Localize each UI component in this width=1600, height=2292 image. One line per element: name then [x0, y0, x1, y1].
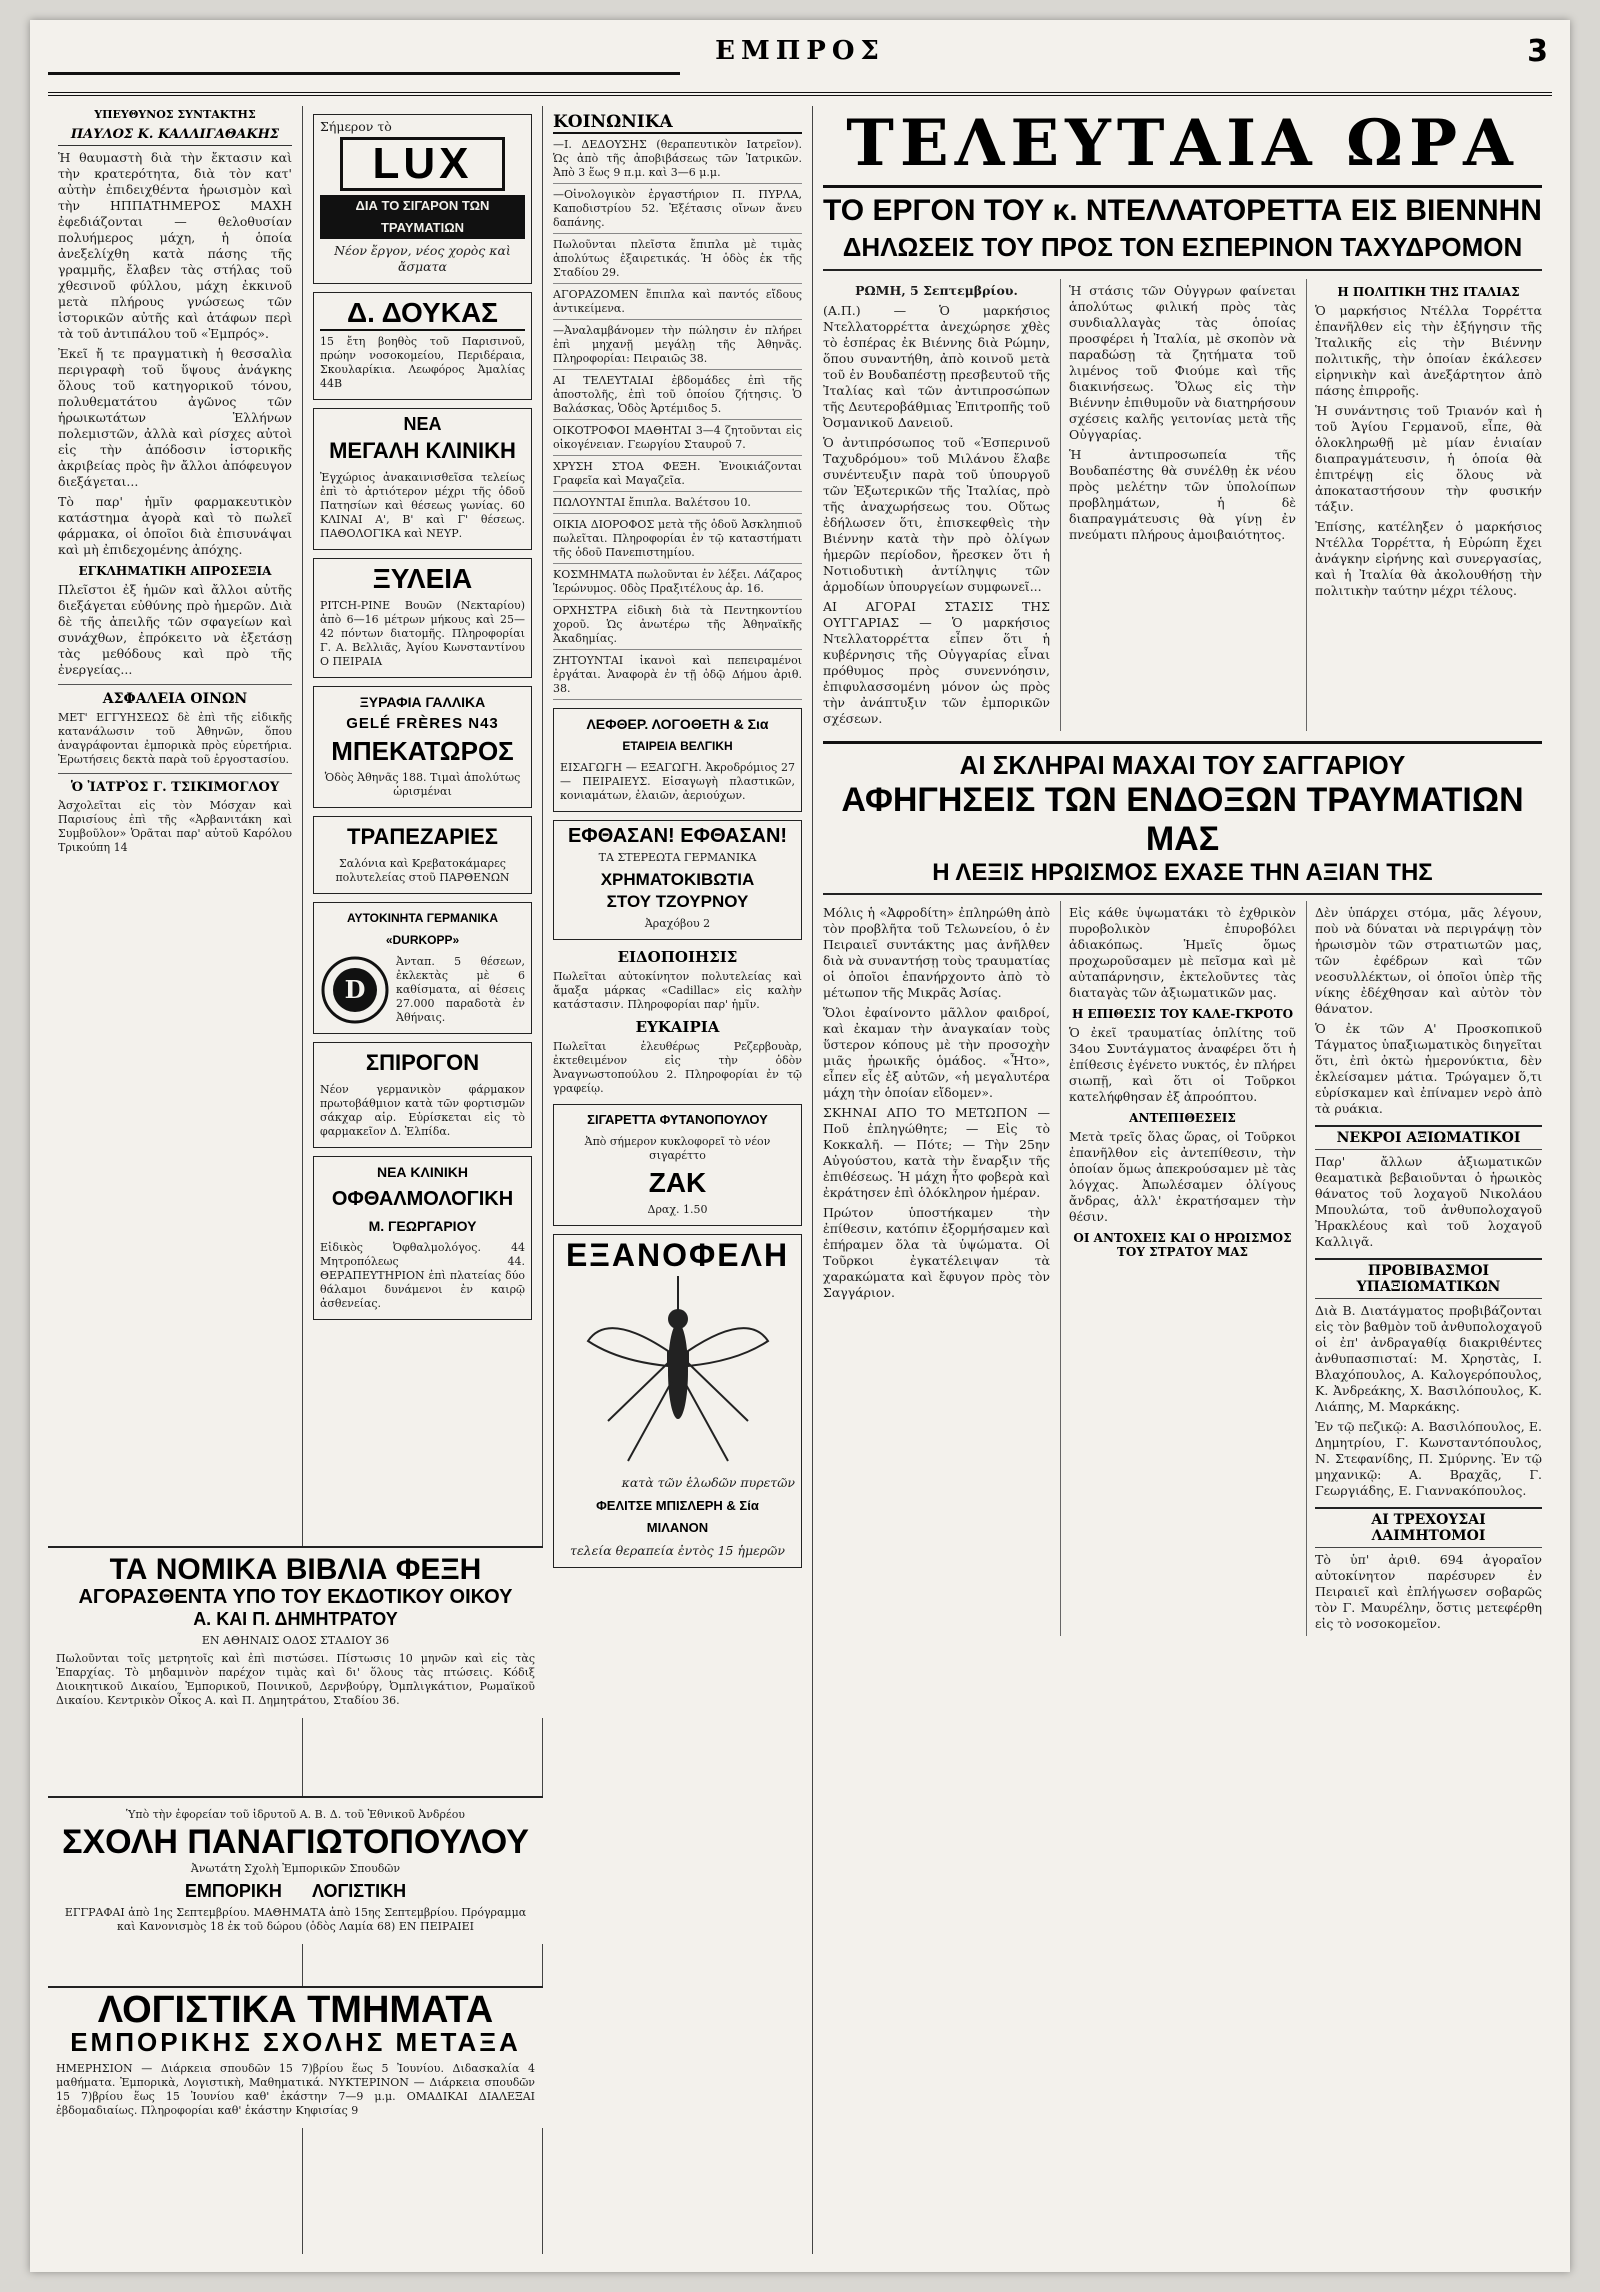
article-text: Ἐν τῷ πεζικῷ: Α. Βασιλόπουλος, Ε. Δημητρίου, Γ. Κωνσταντόπουλος, Ν. Στεφανίδης, Π. Σμύρνης. Ἐν τῷ μηχανικῷ: Α. Βραχᾶς, Γ. Γεωργιάδης, Ε. Γιαννακόπουλος. [1315, 1419, 1542, 1498]
school-accounting: ΛΟΓΙΣΤΙΚΗ [311, 1881, 407, 1901]
classified-item: —Ι. ΔΕΔΟΥΣΗΣ (θεραπευτικὸν Ιατρεῖον). Ὡς ἀπὸ τῆς ἀποβιβάσεως τῶν Ἰατρικῶν. Ἀπὸ 3 ἕως 9 π.μ. καὶ 3—6 μ.μ. [553, 138, 802, 184]
section-heading: Η ΕΠΙΘΕΣΙΣ ΤΟΥ ΚΑΛΕ-ΓΚΡΟΤΟ [1071, 1007, 1294, 1021]
accounting-title: ΛΟΓΙΣΤΙΚΑ ΤΜΗΜΑΤΑ [97, 1989, 494, 2031]
article-text: Ὁ ἐκεῖ τραυματίας ὁπλίτης τοῦ 34ου Συντάγματος ἀναφέρει ὅτι ἡ ἐπίθεσις ἐγένετο νυκτός, ἐν πλήρει σιωπῇ, καὶ ὅτι οἱ Τοῦρκοι κατελήφθησαν ἐξ ἀπροόπτου. [1069, 1025, 1296, 1104]
clinic-ad [313, 408, 532, 550]
car-name: ΑΥΤΟΚΙΝΗΤΑ ΓΕΡΜΑΝΙΚΑ «DURKOPP» [346, 911, 498, 947]
school-sub: Ἀνωτάτη Σχολὴ Ἐμπορικῶν Σπουδῶν [190, 1862, 401, 1875]
eye-clinic-doctor: Μ. ΓΕΩΡΓΑΡΙΟΥ [368, 1218, 477, 1234]
logothetis-ad [553, 708, 802, 812]
medicine-footer: τελεία θεραπεία ἐντὸς 15 ἡμερῶν [570, 1543, 785, 1558]
section-heading: ΑΙ ΤΡΕΧΟΥΣΑΙ ΛΑΙΜΗΤΟΜΟΙ [1315, 1507, 1542, 1548]
article-text: Ἐπίσης, κατέληξεν ὁ μαρκήσιος Ντέλλα Τορρέττα, ἡ Εὐρώπη ἔχει ἀνάγκην εἰρήνης καὶ συνεργασίας, καὶ ἡ Ἰταλία θὰ ἀκολουθήσῃ τὴν πολιτικὴν ταύτην μέχρι τέλους. [1315, 519, 1542, 598]
article-text: Ὁ μαρκήσιος Ντέλλα Τορρέττα ἐπανῆλθεν εἰς τὴν ἐξήγησιν τῆς Ἰταλικῆς εἰς τὴν Βιέννην πολιτικῆς, τὴν ὁποίαν ἐκάλεσεν εἰρηνικὴν καὶ ἀνεξάρτητον ἀπὸ πάσης ἐπιρροῆς. [1315, 303, 1542, 398]
article-text: (Α.Π.) — Ὁ μαρκήσιος Ντελλατορρέττα ἀνεχώρησε χθὲς τὸ ἑσπέρας ἐκ Βιέννης διὰ Ρώμην, ὅπου συναντήθη, ἀπὸ κοινοῦ μετὰ τοῦ ἐν Βουδαπέστῃ πρεσβευτοῦ τῆς Ἰταλίας καὶ τῶν ἀντιπροσώπων τῆς Δευτεροβάθμιας Ἐπιτροπῆς τοῦ Ὀσμανικοῦ Δανειοῦ. [823, 303, 1050, 430]
razor-text: Ὁδὸς Ἀθηνᾶς 188. Τιμαὶ ἀπολύτως ὡρισμέναι [324, 771, 521, 798]
safes-item: ΧΡΗΜΑΤΟΚΙΒΩΤΙΑ [600, 870, 755, 889]
lux-text: Νέον ἔργον, νέος χορὸς καὶ ἄσματα [334, 243, 511, 274]
war-headline-3: Η ΛΕΞΙΣ ΗΡΩΙΣΜΟΣ ΕΧΑΣΕ ΤΗΝ ΑΞΙΑΝ ΤΗΣ [823, 859, 1542, 895]
medicine-tag: κατὰ τῶν ἑλωδῶν πυρετῶν [621, 1475, 795, 1490]
accounting-text: ΗΜΕΡΗΣΙΟΝ — Διάρκεια σπουδῶν 15 7)βρίου ἕως 5 Ἰουνίου. Διδασκαλία 4 μαθήματα. Ἐμπορικὰ, Λογιστικὴ, Μαθηματικά. ΝΥΚΤΕΡΙΝΟΝ — Διάρκεια σπουδῶν 15 7)βρίου ἕως 15 Ἰουνίου καθ' ἑκάστην 7—9 μ.μ. ΟΜΑΔΙΚΑΙ ΔΙΑΛΕΞΑΙ ἑβδομαδιαίως. Πληροφορίαι καθ' ἑκάστην Κηφισίας 9 [56, 2062, 535, 2117]
article-text: Ἡ ἀντιπροσωπεία τῆς Βουδαπέστης θὰ συνέλθῃ ἐκ νέου πρὸς μελέτην τῶν ὑπολοίπων προβλημάτων, ἡ δὲ διαπραγμάτευσις θὰ γίνῃ ἐν πνεύματι πλήρους ἀμοιβαιότητος. [1069, 447, 1296, 542]
article-text: ΣΚΗΝΑΙ ΑΠΟ ΤΟ ΜΕΤΩΠΟΝ — Ποῦ ἐπληγώθητε; — Εἰς τὸ Κοκκαλῆ. — Πότε; — Τὴν 25ην Αὐγούστου, κατὰ τὴν ἔναρξιν τῆς ἐπιθέσεως. Ἡ μάχη ἦτο φοβερὰ καὶ ἐκράτησεν ἐπὶ ὁλόκληρον ἡμέραν. [823, 1105, 1050, 1200]
lux-sub: ΔΙΑ ΤΟ ΣΙΓΑΡΟΝ ΤΩΝ ΤΡΑΥΜΑΤΙΩΝ [320, 195, 525, 239]
doukas-ad [313, 292, 532, 400]
news-subcolumn [1306, 901, 1542, 1636]
article-text: Ἡ θαυμαστὴ διὰ τὴν ἔκτασιν καὶ τὴν κρατερότητα, διὰ τὸν κατ' αὐτὴν ἐπιδειχθέντα ἡρωισμὸν καὶ τὴν ΗΠΠΑΤΗΜΕΡΟΣ ΜΑΧΗ ἐφεδιάζονται — θελοθυσίαν πολυήμερος μάχη, ἡ ὁποία ἀνεξελίχθη κατὰ πάσης τῆς γραμμῆς, ἔλαβεν τὰς στήλας τοῦ χθεσινοῦ φύλλου, μάχη ἐκκινοῦ μετὰ πλήρους γνώσεως τῶν ἱστορικῶν αὐτῆς καὶ ἀτάφων περὶ τὰ τοῦ ἀντιπάλου τοῦ «Ἐμπρός». [58, 150, 292, 341]
war-headline-2: ΑΦΗΓΗΣΕΙΣ ΤΩΝ ΕΝΔΟΞΩΝ ΤΡΑΥΜΑΤΙΩΝ ΜΑΣ [841, 781, 1524, 858]
news-subcolumn [823, 901, 1050, 1636]
accounting-sub: ΕΜΠΟΡΙΚΗΣ ΣΧΟΛΗΣ ΜΕΤΑΞΑ [70, 2027, 521, 2057]
spirogon-name: ΣΠΙΡΟΓΟΝ [365, 1050, 480, 1075]
notices-heading: ΕΙΔΟΠΟΙΗΣΙΣ [617, 948, 738, 966]
social-heading: ΚΟΙΝΩΝΙΚΑ [553, 112, 802, 134]
razor-brand: GELÉ FRÈRES N43 [346, 715, 499, 732]
article-text: Πρώτον ὑποστήκαμεν τὴν ἐπίθεσιν, κατόπιν ἐξορμήσαμεν καὶ ἐπήραμεν ὅλα τὰ ὑψώματα. Οἱ Τοῦρκοι ἐγκατέλειψαν τὰ χαρακώματα καὶ ἔφυγον πρὸς τὸν Σαγγάριον. [823, 1205, 1050, 1300]
cigarette-brand: ΖΑΚ [648, 1167, 707, 1198]
classified-item: ΖΗΤΟΥΝΤΑΙ ἱκανοὶ καὶ πεπειραμένοι ἐργάται. Ἀναφορὰ ἐν τῇ ὁδῷ Δήμου ἀριθ. 38. [553, 654, 802, 700]
eye-clinic-text: Εἰδικὸς Ὀφθαλμολόγος. 44 Μητροπόλεως 44. ΘΕΡΑΠΕΥΤΗΡΙΟΝ ἐπὶ πλατείας δύο θάλαμοι δυνάμενοι ἐν καιρῷ ἀσθενείας. [320, 1241, 525, 1310]
section-heading: ΠΡΟΒΙΒΑΣΜΟΙ ΥΠΑΞΙΩΜΑΤΙΚΩΝ [1315, 1258, 1542, 1299]
safes-ad [553, 820, 802, 940]
eye-clinic-ad [313, 1156, 532, 1320]
page-number: 3 [1527, 34, 1548, 69]
bargain-text: Πωλεῖται ἐλευθέρως Ρεζερβουὰρ, ἐκτεθειμένον εἰς τὴν ὁδὸν Ἀναγνωστοπούλου 2. Πληροφορίαι ἐν τῷ γραφείῳ. [553, 1040, 802, 1095]
masthead-title: ΕΜΠΡΟΣ [715, 36, 885, 66]
safes-title: ΕΦΘΑΣΑΝ! ΕΦΘΑΣΑΝ! [567, 825, 788, 847]
column-4-news [813, 106, 1552, 2254]
cigarette-sub: Ἀπὸ σήμερον κυκλοφορεῖ τὸ νέον σιγαρέττο [584, 1135, 771, 1162]
section-heading: Η ΠΟΛΙΤΙΚΗ ΤΗΣ ΙΤΑΛΙΑΣ [1337, 285, 1520, 299]
news-subcolumn [1306, 279, 1542, 731]
classified-item: —Ἀναλαμβάνομεν τὴν πώλησιν ἐν πλήρει ἐπὶ μηχανῇ μεγάλῃ τῆς Ἀθηνᾶς. Πληροφορίαι: Πειραιῶς 38. [553, 324, 802, 370]
car-ad [313, 902, 532, 1034]
masthead [48, 32, 1552, 96]
article-text: Μόλις ἡ «Ἀφροδίτη» ἐπληρώθη ἀπὸ τὸν προβλῆτα τοῦ Τελωνείου, ὁ ἐν Πειραιεῖ συντάκτης μας ἀνῆλθεν διὰ νὰ συναντήσῃ τοὺς τραυματίας οἱ ὁποῖοι ἐπανήρχοντο ἀπὸ τὸ μέτωπον τῆς Μικρᾶς Ἀσίας. [823, 905, 1050, 1000]
durkopp-logo-icon [320, 955, 390, 1025]
logothetis-name: ΛΕΦΘΕΡ. ΛΟΓΟΘΕΤΗ & Σια [586, 716, 769, 732]
clinic-pre: ΝΕΑ [403, 414, 442, 434]
books-address: ΕΝ ΑΘΗΝΑΙΣ ΟΔΟΣ ΣΤΑΔΙΟΥ 36 [201, 1634, 390, 1647]
eye-clinic-pre: ΝΕΑ ΚΛΙΝΙΚΗ [376, 1164, 468, 1180]
logothetis-text: ΕΙΣΑΓΩΓΗ — ΕΞΑΓΩΓΗ. Ἀκροδρόμιος 27 — ΠΕΙΡΑΙΕΥΣ. Εἰσαγωγὴ πλαστικῶν, κονιαμάτων, ἐλαιῶν, ἀεριούχων. [560, 761, 795, 802]
doukas-text: 15 ἔτη βοηθὸς τοῦ Παρισινοῦ, πρώην νοσοκομείου, Περιδέραια, Σκουλαρίκια. Λεωφόρος Ἀμαλίας 44Β [320, 335, 525, 390]
razor-shop: ΜΠΕΚΑΤΩΡΟΣ [331, 736, 514, 766]
eye-clinic-name: ΟΦΘΑΛΜΟΛΟΓΙΚΗ [331, 1188, 514, 1210]
news-subcolumn [823, 279, 1050, 731]
notices-text: Πωλεῖται αὐτοκίνητον πολυτελείας καὶ ἄμαξα μάρκας «Cadillac» εἰς καλὴν κατάστασιν. Πληροφορίαι παρ' ἡμῖν. [553, 970, 802, 1011]
medicine-name: ΕΞΑΝΟΦΕΛΗ [565, 1237, 790, 1273]
books-text: Πωλοῦνται τοῖς μετρητοῖς καὶ ἐπὶ πιστώσει. Πίστωσις 10 μηνῶν καὶ εἰς τὰς Ἐπαρχίας. Τὸ μηδαμινὸν παρέχον τιμὰς καὶ δι' ὅλους τὰς πτώσεις. Κόδιξ Διοικητικοῦ Δικαίου, Ἐμπορικοῦ, Ποινικοῦ, Δερνβούργ, Ὀμπλιγκάτιον, Ρωμαϊκοῦ Δικαίου. Κεντρικὸν Οἶκος Α. καὶ Π. Δημητράτου, Σταδίου 36. [56, 1652, 535, 1707]
accounting-ad [48, 1986, 543, 2128]
news-subcolumns-2 [823, 901, 1542, 1636]
section-heading: ΑΝΤΕΠΙΘΕΣΕΙΣ [1129, 1111, 1236, 1125]
side-heading: ΕΓΚΛΗΜΑΤΙΚΗ ΑΠΡΟΣΕΞΙΑ [78, 564, 272, 578]
books-publisher: Α. ΚΑΙ Π. ΔΗΜΗΤΡΑΤΟΥ [193, 1609, 398, 1629]
ad-text: ΜΕΤ' ΕΓΓΥΗΣΕΩΣ δὲ ἐπὶ τῆς εἰδικῆς κατανάλωσιν τοῦ Ἀθηνῶν, ὅπου ἀναγράφονται ἐμπορικὰ πρὸς εὑρετήρια. Ἐρωτήσεις δεκτὰ παρὰ τοῦ ἐργοστασίου. [58, 711, 292, 766]
divider [58, 684, 292, 685]
clinic-text: Ἐγχώριος ἀνακαινισθεῖσα τελείως ἐπὶ τὸ ἀρτιότερον μέχρι τῆς ὁδοῦ Πατησίων καὶ θέσεως γωνίας. 60 ΚΛΙΝΑΙ Α', Β' καὶ Γ' θέσεως. ΠΑΘΟΛΟΓΙΚΑ καὶ ΝΕΥΡ. [320, 471, 525, 540]
article-text: Πλεῖστοι ἐξ ἡμῶν καὶ ἄλλοι αὐτῆς διεξάγεται εὐθύνης πρὸ ἡμερῶν. Διὰ δὲ τῆς ἀπειλῆς τῶν σφαγείων καὶ συνάχθων, ἐπρόκειτο νὰ ἐξετάσῃ τὰς μεθόδους καὶ πρὸ τῆς ἐνεργείας... [58, 582, 292, 677]
wood-ad [313, 558, 532, 678]
school-name: ΣΧΟΛΗ ΠΑΝΑΓΙΩΤΟΠΟΥΛΟΥ [62, 1823, 529, 1861]
masthead-rule [48, 72, 680, 75]
classified-item: ΟΙΚΟΤΡΟΦΟΙ ΜΑΘΗΤΑΙ 3—4 ζητοῦνται εἰς οἰκογένειαν. Γεωργίου Σταυροῦ 7. [553, 424, 802, 456]
furniture-name: ΤΡΑΠΕΖΑΡΙΕΣ [347, 824, 498, 849]
newspaper-page [30, 20, 1570, 2272]
section-heading: ΟΙ ΑΝΤΟΧΕΙΣ ΚΑΙ Ο ΗΡΩΙΣΜΟΣ ΤΟΥ ΣΤΡΑΤΟΥ ΜΑΣ [1073, 1231, 1292, 1259]
medicine-city: ΜΙΛΑΝΟΝ [646, 1520, 709, 1535]
article-text: Ὅλοι ἐφαίνοντο μᾶλλον φαιδροί, καὶ ἐκαμαν τὴν ἀναγκαίαν τοὺς ὕστερον κόπους μὲ τὴν προσοχὴν μιᾶς ἡρωικῆς ὁμάδος. «Ἦτο», εἶπεν εἷς ἐξ αὐτῶν, «ἡ μεγαλυτέρα μάχη τὴν ὁποίαν εἴδομεν». [823, 1005, 1050, 1100]
article-text: Ἡ στάσις τῶν Οὐγγρων φαίνεται ἁπολύτως φιλική πρὸς τὰς συνδιαλλαγὰς τὰς ὁποίας προσφέρει ἡ Ἰταλία, μὲ σκοπὸν νὰ παραδώσῃ τὰ ζητήματα τοῦ λιμένος τοῦ Φιούμε καὶ τῆς διακινήσεως. Ὅλως εἰς τὴν Βιέννην ἐπιθυμοῦν νὰ διατηρήσουν σχέσεις καλῆς γειτονίας μετὰ τῆς Οὐγγαρίας. [1069, 283, 1296, 442]
car-text: Ἀνταπ. 5 θέσεων, ἐκλεκτὰς μὲ 6 καθίσματα, αἱ θέσεις 27.000 παραδοτὰ ἐν Ἀθήναις. [396, 955, 525, 1024]
dateline: ΡΩΜΗ, 5 Σεπτεμβρίου. [855, 283, 1018, 298]
classified-item: Πωλοῦνται πλεῖστα ἔπιπλα μὲ τιμὰς ἀπολύτως ἐξαιρετικάς. Ἡ ὁδὸς ἐκ τῆς Σταδίου 29. [553, 238, 802, 284]
headline-statements: ΔΗΛΩΣΕΙΣ ΤΟΥ ΠΡΟΣ ΤΟΝ ΕΣΠΕΡΙΝΟΝ ΤΑΧΥΔΡΟΜΟΝ [823, 232, 1542, 271]
medicine-maker: ΦΕΛΙΤΣΕ ΜΠΙΣΛΕΡΗ & Σία [596, 1498, 759, 1513]
article-text: Ἐκεῖ ἤ τε πραγματικὴ ἡ θεσσαλὶα περιγραφὴ τοῦ ὕψους ἀνάγκης ὅλους τοῦ κατηγορικοῦ τόνου, πολυθεματάτου ἀγῶνος τῶν ἡρωικωτάτων Ἑλλήνων πολεμιστῶν, ἀλλὰ καὶ ρίσχες αὐτοὶ εἰς τὴν ἀπόδοσιν ἱστορικῆς ἀκριβείας πρὸς ἣν ἄλλοι ἀπόφευγον διεξάγεται... [58, 346, 292, 489]
school-text: ΕΓΓΡΑΦΑΙ ἀπὸ 1ης Σεπτεμβρίου. ΜΑΘΗΜΑΤΑ ἀπὸ 15ης Σεπτεμβρίου. Πρόγραμμα καὶ Κανονισμὸς 18 ἐκ τοῦ δώρου (ὁδὸς Λαμία 68) ΕΝ ΠΕΙΡΑΙΕΙ [64, 1906, 527, 1933]
doctor-heading: Ὁ ἸΑΤΡῸΣ Γ. ΤΣΙΚΙΜΟΓΛΟΥ [70, 780, 280, 795]
article-text: Ὁ ἀντιπρόσωπος τοῦ «Ἑσπερινοῦ Ταχυδρόμου» τοῦ Μιλάνου ἔλαβε συνέντευξιν παρὰ τοῦ ὑπουργοῦ τῶν Ἐξωτερικῶν τῆς Ἰταλίας, πρὸ τῆς ἀναχωρήσεως του. Οὕτως ἐδήλωσεν ὅτι, ἐπισκεφθεὶς τὴν Βιέννην κατὰ τὴν πρὸ ὀλίγων ἡμερῶν περίοδον, ἤρεσκεν ὅτι ἡ Νοτιοδυτικὴ ἀντίληψις τῶν ἁρμοδίων ὑπουργείων συμφωνεῖ... [823, 435, 1050, 594]
doukas-name: Δ. ΔΟΥΚΑΣ [320, 297, 525, 331]
headline-vienna: ΤΟ ΕΡΓΟΝ ΤΟΥ κ. ΝΤΕΛΛΑΤΟΡΕΤΤΑ ΕΙΣ ΒΙΕΝΝΗΝ [823, 194, 1542, 227]
article-text: Μετὰ τρεῖς ὅλας ὥρας, οἱ Τοῦρκοι ἐπανῆλθον εἰς ἀντεπίθεσιν, τὴν ὁποίαν ὅμως ἀπεκρούσαμεν μὲ τὰς λόγχας. Ἀπωλέσαμεν ὀλίγους ἄνδρας, ἀλλ' ἐκρατήσαμεν τὴν θέσιν. [1069, 1129, 1296, 1224]
mosquito-icon [568, 1271, 788, 1471]
classified-item: ΑΙ ΤΕΛΕΥΤΑΙΑΙ ἐβδομάδες ἐπὶ τῆς ἀποστολῆς, ἐπὶ τοῦ ὁποίου ζήτησις. Ὁ Βαλάσκας, Ὁδὸς Ἀρτέμιδος 5. [553, 374, 802, 420]
books-sub: ΑΓΟΡΑΣΘΕΝΤΑ ΥΠΟ ΤΟΥ ΕΚΔΟΤΙΚΟΥ ΟΙΚΟΥ [78, 1586, 513, 1608]
wood-text: PITCH-PINE Βουῶν (Νεκταρίου) ἀπὸ 6—16 μέτρων μήκους καὶ 25—42 πόντων διατομῆς. Πληροφορίαι Γ. Α. Βελλιᾶς, Ἀγίου Κωνσταντίνου Ο ΠΕΙΡΑΙΑ [320, 599, 525, 668]
safes-shop: ΣΤΟΥ ΤΖΟΥΡΝΟΥ [606, 892, 749, 911]
doctor-text: Ἀσχολεῖται εἰς τὸν Μόσχαν καὶ Παρισίους ἐπὶ τῆς «Ἀρβανιτάκη καὶ Συμβοῦλον» Ὁρᾶται παρ' αὐτοῦ Καρόλου Τρικούπη 14 [58, 799, 292, 854]
classified-item: ΟΡΧΗΣΤΡΑ εἰδικὴ διὰ τὰ Πεντηκοντίου χοροῦ. Ὡς ἀνωτέρω τῆς Ἀθηναϊκῆς Ἀκαδημίας. [553, 604, 802, 650]
medicine-ad [553, 1234, 802, 1568]
lux-ad [313, 114, 532, 284]
article-text: Διὰ Β. Διατάγματος προβιβάζονται εἰς τὸν βαθμὸν τοῦ ἀνθυπολοχαγοῦ οἱ ἐπ' ἀνδραγαθίᾳ διακριθέντες ἀνθυπασπισταί: Μ. Χρηστὰς, Ι. Βλαχόπουλος, Α. Καλογερόπουλος, Κ. Ἀνδρεάκης, Χ. Βασιλόπουλος, Κ. Λιάπης, Μ. Μαρκάκης. [1315, 1303, 1542, 1414]
clinic-name: ΜΕΓΑΛΗ ΚΛΙΝΙΚΗ [329, 438, 516, 463]
bargain-heading: ΕΥΚΑΙΡΙΑ [635, 1018, 720, 1036]
byline-name: ΠΑΥΛΟΣ Κ. ΚΑΛΛΙΓΑΘΑΚΗΣ [58, 127, 292, 146]
svg-text:D: D [344, 975, 366, 1004]
safes-sub: ΤΑ ΣΤΕΡΕΩΤΑ ΓΕΡΜΑΝΙΚΑ [598, 851, 757, 864]
divider [58, 773, 292, 774]
lux-name: LUX [340, 137, 505, 191]
books-title: ΤΑ ΝΟΜΙΚΑ ΒΙΒΛΙΑ ΦΕΞΗ [109, 1553, 482, 1586]
classified-item: —Οἰνολογικὸν ἐργαστήριον Π. ΠΥΡΛΑ, Καποδιστρίου 52. Ἐξέτασις οἴνων ἄνευ δαπάνης. [553, 188, 802, 234]
ad-heading: ΑΣΦΑΛΕΙΑ ΟΙΝΩΝ [102, 691, 248, 707]
spirogon-text: Νέον γερμανικὸν φάρμακον πρωτοβάθμιον κατὰ τῶν φορτισμῶν σάκχαρ αἱρ. Εὑρίσκεται εἰς τὸ φαρμακεῖον Δ. Ἐλπίδα. [320, 1083, 525, 1138]
classified-item: ΟΙΚΙΑ ΔΙΟΡΟΦΟΣ μετὰ τῆς ὁδοῦ Ἀσκληπιοῦ πωλεῖται. Πληροφορίαι ἐν τῷ καταστήματι τῆς ὁδοῦ Πανεπιστημίου. [553, 518, 802, 564]
article-text: Δὲν ὑπάρχει στόμα, μᾶς λέγουν, ποὺ νὰ δύναται νὰ περιγράψῃ τὸν ἡρωισμὸν τῶν στρατιωτῶν μας, τῶν ἐφέδρων καὶ τῶν νεοσυλλέκτων, οἱ ὁποῖοι ὑπὲρ τῆς νίκης ἐδέχθησαν καὶ αὐτὸν τὸν θάνατον. [1315, 905, 1542, 1016]
furniture-ad [313, 816, 532, 894]
news-subcolumn [1060, 901, 1296, 1636]
section-heading: ΝΕΚΡΟΙ ΑΞΙΩΜΑΤΙΚΟΙ [1315, 1125, 1542, 1150]
column-3 [543, 106, 813, 2254]
war-headline-1: ΑΙ ΣΚΛΗΡΑΙ ΜΑΧΑΙ ΤΟΥ ΣΑΓΓΑΡΙΟΥ [823, 741, 1542, 781]
article-text: Ἡ συνάντησις τοῦ Τριανόν καὶ ἡ τοῦ Ἁγίου Γερμανοῦ, εἶπε, θὰ ὁλοκληρωθῇ μὲ μίαν ἑνιαίαν διαπραγμάτευσιν, ἡ ὁποία θὰ ἐπιτρέψῃ εἰς ὅλους νὰ ἀποκαταστήσουν τὴν φυσικήν τάξιν. [1315, 403, 1542, 514]
news-subcolumn [1060, 279, 1296, 731]
article-text: Τὸ παρ' ἡμῖν φαρμακευτικὸν κατάστημα ἀγορὰ καὶ τὸ πωλεῖ φάρμακα, οἱ ὁποῖοι διὰ ἐπισυνάψαι καὶ μὴ ἐπιδεχομένης ἀπόχης. [58, 494, 292, 557]
furniture-text: Σαλόνια καὶ Κρεβατοκάμαρες πολυτελείας στοῦ ΠΑΡΘΕΝΩΝ [335, 857, 510, 884]
wood-name: ΞΥΛΕΙΑ [372, 563, 473, 594]
classified-item: ΚΟΣΜΗΜΑΤΑ πωλοῦνται ἐν λέξει. Λάζαρος Ἱερώνυμος. 0δὸς Πραξιτέλους ἀρ. 16. [553, 568, 802, 600]
classified-item: ΑΓΟΡΑΖΟΜΕΝ ἔπιπλα καὶ παντός εἴδους ἀντικείμενα. [553, 288, 802, 320]
classified-item: ΧΡΥΣΗ ΣΤΟΑ ΦΕΞΗ. Ἐνοικιάζονται Γραφεῖα καὶ Μαγαζεῖα. [553, 460, 802, 492]
school-commercial: ΕΜΠΟΡΙΚΗ [184, 1881, 282, 1901]
classifieds-list [553, 138, 802, 700]
cigarette-price: Δραχ. 1.50 [647, 1203, 708, 1216]
cigarette-title: ΣΙΓΑΡΕΤΤΑ ΦΥΤΑΝΟΠΟΥΛΟΥ [587, 1112, 768, 1127]
article-text: ΑΙ ΑΓΟΡΑΙ ΣΤΑΣΙΣ ΤΗΣ ΟΥΓΓΑΡΙΑΣ — Ὁ μαρκήσιος Ντελλατορρέττα εἶπεν ὅτι ἡ κυβέρνησις τῆς Οὐγγαρίας εἶναι πρόθυμος πρὸς συνεννόησιν, ἐπιφυλασσομένη μόνον ὡς πρὸς τὴν ἀνάπτυξιν τῶν ἐμπορικῶν σχέσεων. [823, 599, 1050, 726]
article-text: Παρ' ἄλλων ἀξιωματικῶν θεαματικὰ βεβαιοῦνται ὁ ἡρωικὸς θάνατος τοῦ λοχαγοῦ Νικολάου Μπουλώτα, τοῦ ἀνθυπολοχαγοῦ Ἠρακλέους καὶ τοῦ λοχαγοῦ Καλλιγᾶ. [1315, 1154, 1542, 1249]
article-text: Εἰς κάθε ὑψωματάκι τὸ ἐχθρικὸν πυροβολικὸν ἐπυροβόλει ἀδιακόπως. Ἡμεῖς ὅμως προχωροῦσαμεν μὲ πεῖσμα καὶ μὲ αὐταπάρνησιν, ἐκτελοῦντες τὰς διαταγὰς τῶν ἀξιωματικῶν μας. [1069, 905, 1296, 1000]
school-pre: Ὑπὸ τὴν ἐφορείαν τοῦ ἰδρυτοῦ Α. Β. Δ. τοῦ Ἐθνικοῦ Ἀνδρέου [125, 1808, 465, 1821]
school-ad [48, 1796, 543, 1944]
article-text: Τὸ ὑπ' ἀριθ. 694 ἀγοραῖον αὐτοκίνητον παρέσυρεν ἐν Πειραιεῖ καὶ ἐπλήγωσεν σοβαρῶς τὸν Γ. Μαυρέλην, ὅστις μετεφέρθη εἰς τὸ νοσοκομεῖον. [1315, 1552, 1542, 1631]
law-books-ad [48, 1546, 543, 1718]
razor-name: ΞΥΡΑΦΙΑ ΓΑΛΛΙΚΑ [359, 694, 486, 710]
classified-item: ΠΩΛΟΥΝΤΑΙ ἔπιπλα. Βαλέτσου 10. [553, 496, 802, 514]
cigarette-ad [553, 1104, 802, 1226]
razor-ad [313, 686, 532, 808]
news-subcolumns-1 [823, 279, 1542, 731]
safes-address: Ἀραχόβου 2 [644, 917, 711, 930]
article-text: Ὁ ἐκ τῶν Α' Προσκοπικοῦ Τάγματος ὑπαξιωματικὸς διηγεῖται ὅτι, ἐπὶ ὀκτὼ ἡμερονύκτια, δὲν ἐκλείσαμεν μάτια. Τρώγαμεν ὅ,τι εὑρίσκαμεν καὶ ἐπίναμεν νερὸ ἀπὸ τὰ ρυάκια. [1315, 1021, 1542, 1116]
logothetis-sub: ΕΤΑΙΡΕΙΑ ΒΕΛΓΙΚΗ [622, 739, 733, 753]
columns [48, 106, 1552, 2254]
main-headline: ΤΕΛΕΥΤΑΙΑ ΩΡΑ [823, 106, 1542, 188]
byline-role: ΥΠΕΥΘΥΝΟΣ ΣΥΝΤΑΚΤΗΣ [94, 108, 256, 121]
spirogon-ad [313, 1042, 532, 1148]
lux-pre: Σήμερον τὸ [320, 119, 392, 134]
